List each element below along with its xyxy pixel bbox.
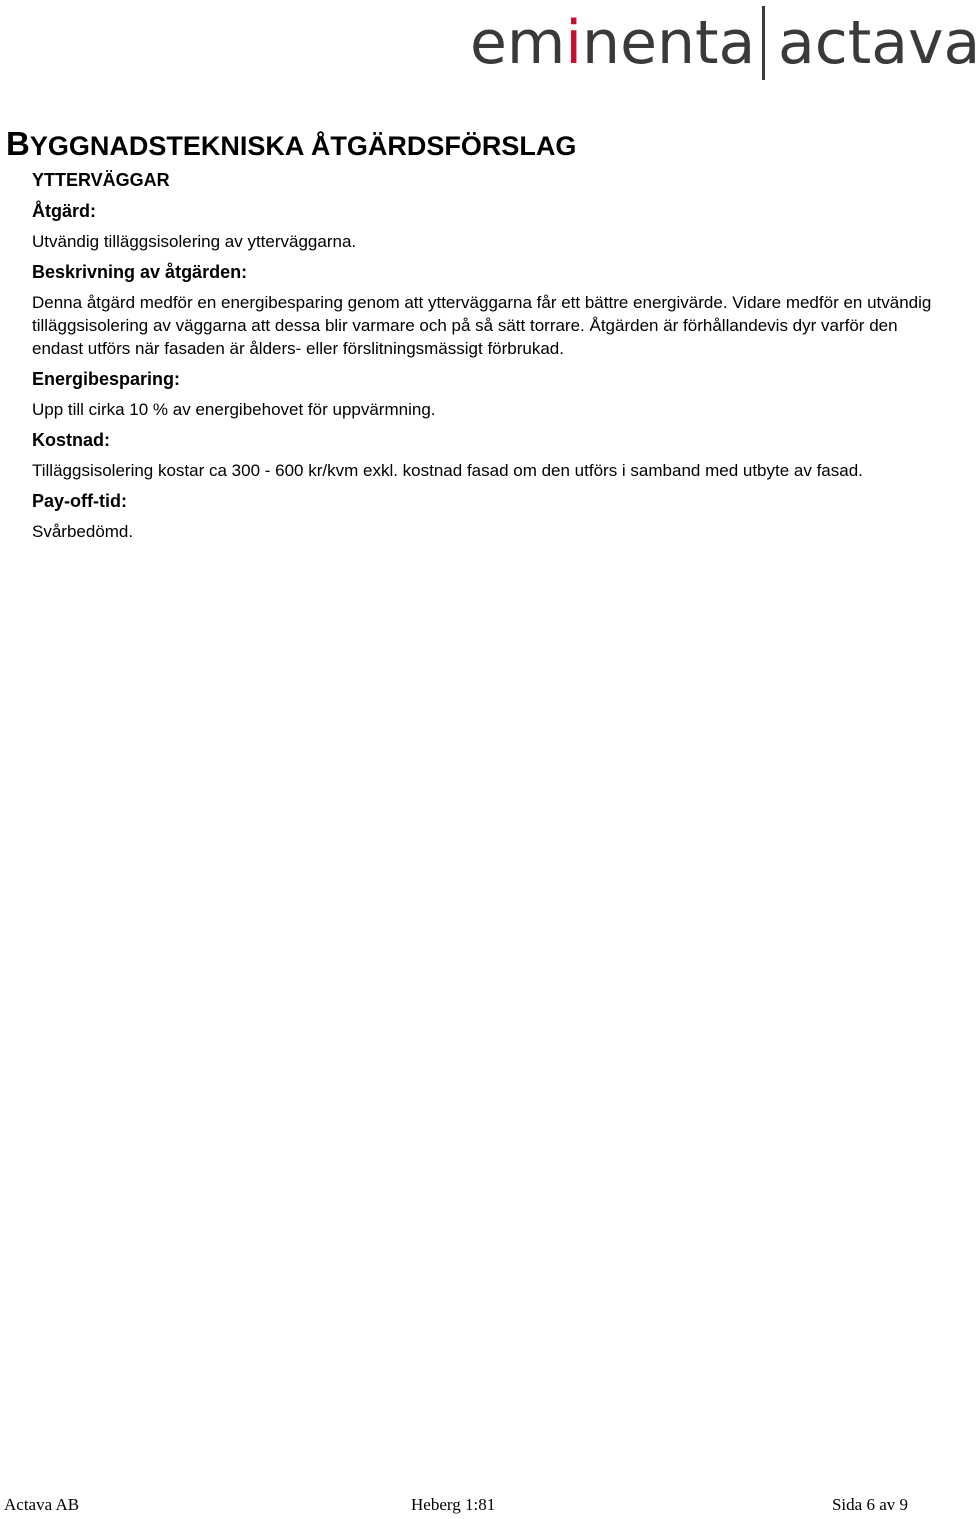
page-title (6, 122, 576, 168)
beskrivning-text: Denna åtgärd medför en energibesparing genom att ytterväggarna får ett bättre energivärde. Vidare medför en utvändig tilläggsisolering av väggarna att dessa blir varmare och på så sätt torrare. Åtgärden är förhållandevis dyr varför den endast utförs när fasaden är ålders- eller förslitningsmässigt förbrukad. (32, 293, 932, 358)
logo-divider (762, 6, 765, 80)
measure-section (32, 168, 932, 550)
page-title-initial: B (6, 125, 30, 162)
page-title-rest: YGGNADSTEKNISKA ÅTGÄRDSFÖRSLAG (29, 131, 577, 161)
logo-eminenta-part2: nenta (582, 8, 756, 78)
footer-page-number: Sida 6 av 9 (831, 1495, 908, 1514)
logo-eminenta-part1: em (470, 8, 566, 78)
payoff-text: Svårbedömd. (32, 522, 134, 541)
beskrivning-label: Beskrivning av åtgärden: (32, 262, 248, 282)
kostnad-label: Kostnad: (32, 430, 110, 450)
section-heading: YTTERVÄGGAR (32, 170, 170, 190)
logo-actava: actava (778, 8, 980, 78)
logo-eminenta (470, 8, 755, 78)
logo-eminenta-accent-i: i (565, 8, 583, 78)
company-logo (470, 4, 980, 82)
atgard-label: Åtgärd: (32, 201, 96, 221)
page-footer (4, 1494, 914, 1516)
energibesparing-label: Energibesparing: (32, 369, 181, 389)
footer-company: Actava AB (4, 1495, 80, 1514)
footer-property: Heberg 1:81 (411, 1495, 496, 1514)
atgard-text: Utvändig tilläggsisolering av ytterväggarna. (32, 232, 357, 251)
payoff-label: Pay-off-tid: (32, 491, 127, 511)
kostnad-text: Tilläggsisolering kostar ca 300 - 600 kr/kvm exkl. kostnad fasad om den utförs i samband med utbyte av fasad. (32, 461, 863, 480)
energibesparing-text: Upp till cirka 10 % av energibehovet för uppvärmning. (32, 400, 436, 419)
